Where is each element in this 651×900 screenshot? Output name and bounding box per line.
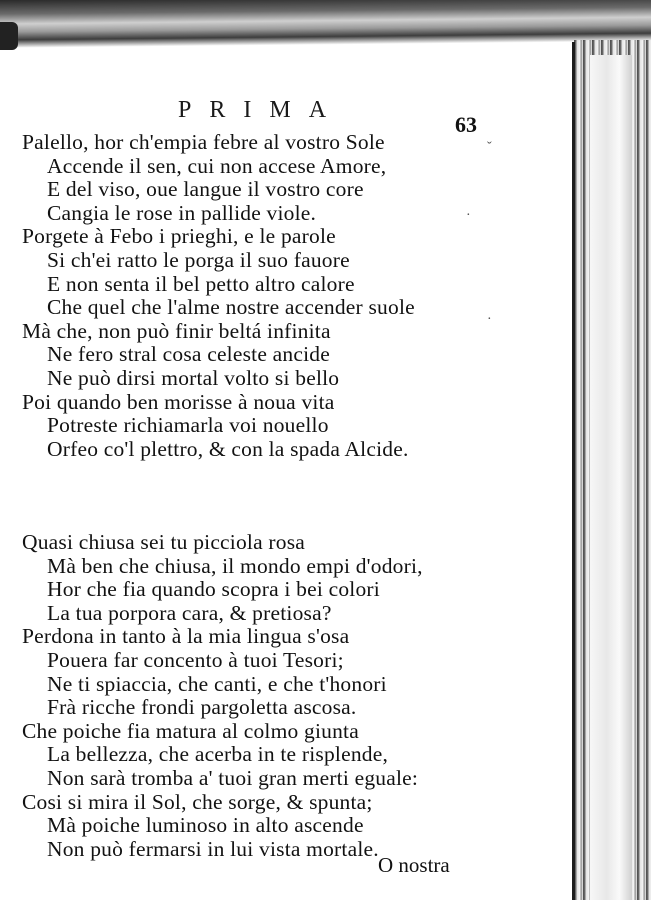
verse-line: Pouera far concento à tuoi Tesori; <box>47 647 344 672</box>
verse-line: Frà ricche frondi pargoletta ascosa. <box>47 695 357 720</box>
catchword: O nostra <box>378 853 450 877</box>
verse-line: Poi quando ben morisse à noua vita <box>22 389 335 414</box>
verse-line: Palello, hor ch'empia febre al vostro Sole <box>22 130 385 154</box>
verse-line: La bellezza, che acerba in te risplende, <box>47 742 389 767</box>
running-head: PRIMA <box>178 97 345 123</box>
verse-line: Quasi chiusa sei tu picciola rosa <box>22 530 306 554</box>
verse-line: Perdona in tanto à la mia lingua s'osa <box>22 624 350 649</box>
verse-line: Mà poiche luminoso in alto ascende <box>47 813 364 838</box>
scan-corner-shadow <box>0 22 18 50</box>
verse-line: Orfeo co'l plettro, & con la spada Alcide. <box>47 436 409 461</box>
verse-line: Potreste richiamarla voi nouello <box>47 413 329 438</box>
verse-line: Ne fero stral cosa celeste ancide <box>47 342 330 367</box>
sonnet-1 <box>22 131 415 461</box>
verse-line: Cangia le rose in pallide viole. <box>47 200 317 225</box>
verse-line: Accende il sen, cui non accese Amore, <box>47 153 387 178</box>
verse-line: Ne ti spiaccia, che canti, e che t'honori <box>47 671 387 696</box>
verse-line: Non può fermarsi in lui vista mortale. <box>47 836 379 861</box>
verse-line: Si ch'ei ratto le porga il suo fauore <box>47 247 350 272</box>
verse-line: Che poiche fia matura al colmo giunta <box>22 718 359 743</box>
scan-speck: ˇ <box>487 140 492 155</box>
page-number: 63 <box>455 112 477 137</box>
verse-line: E del viso, oue langue il vostro core <box>47 177 364 202</box>
verse-line: Hor che fia quando scopra i bei colori <box>47 577 380 602</box>
verse-line: La tua porpora cara, & pretiosa? <box>47 600 332 625</box>
scan-top-edge <box>0 0 651 48</box>
verse-line: Porgete à Febo i prieghi, e le parole <box>22 224 336 249</box>
verse-line: Mà ben che chiusa, il mondo empi d'odori, <box>47 553 423 578</box>
scan-speck: · <box>487 312 492 327</box>
verse-line: Mà che, non può finir beltá infinita <box>22 318 331 343</box>
verse-line: Ne può dirsi mortal volto si bello <box>47 365 340 390</box>
verse-line: Non sarà tromba a' tuoi gran merti eguale: <box>47 765 419 790</box>
verse-line: E non senta il bel petto altro calore <box>47 271 355 296</box>
page-edge-line <box>572 42 575 900</box>
scan-speck: · <box>466 208 471 223</box>
verse-line: Che quel che l'alme nostre accender suole <box>47 295 415 320</box>
verse-line: Cosi si mira il Sol, che sorge, & spunta; <box>22 789 373 814</box>
page-edge <box>590 55 632 900</box>
sonnet-2 <box>22 531 423 861</box>
